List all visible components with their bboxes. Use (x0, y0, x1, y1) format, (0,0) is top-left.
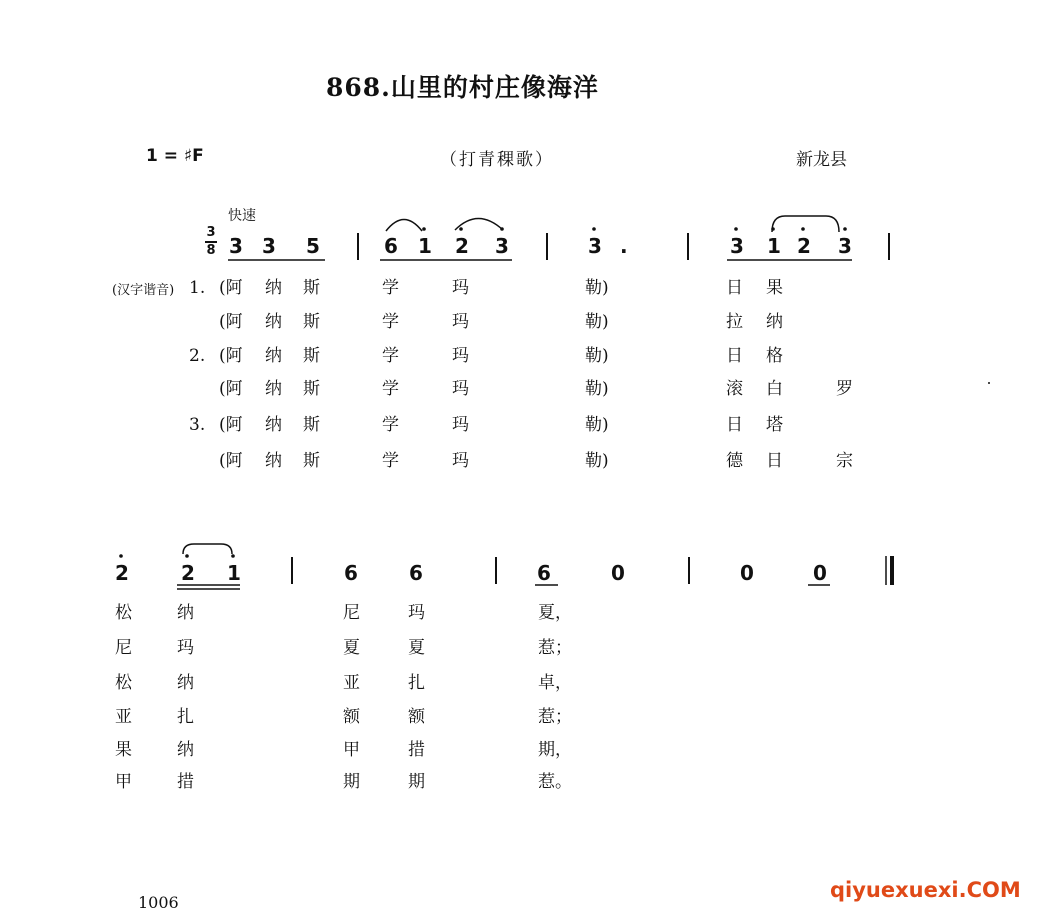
jianpu-note: 1 (418, 234, 432, 258)
lyric-syllable: 夏， (538, 603, 572, 623)
page-number: 1006 (138, 893, 179, 912)
lyric-syllable: 纳 (265, 379, 282, 399)
jianpu-note: 6 (537, 561, 551, 585)
lyric-syllable: 学 (382, 346, 399, 366)
lyric-syllable: 纳 (177, 673, 194, 693)
octave-dot (771, 227, 775, 231)
lyric-syllable: (阿 (219, 451, 243, 471)
lyric-syllable: 学 (382, 415, 399, 435)
lyric-syllable: 斯 (303, 415, 320, 435)
lyric-syllable: 额 (343, 707, 360, 727)
lyric-syllable: 玛 (452, 312, 469, 332)
lyric-syllable: 措 (408, 740, 425, 760)
jianpu-note: 2 (115, 561, 129, 585)
lyric-syllable: 德 (726, 451, 743, 471)
lyric-syllable: (阿 (219, 312, 243, 332)
jianpu-note: 0 (813, 561, 827, 585)
lyric-syllable: 日 (726, 415, 743, 435)
lyric-syllable: 纳 (265, 415, 282, 435)
lyric-syllable: 期， (538, 740, 572, 760)
verse-number: 1. (189, 278, 206, 298)
lyric-syllable: 玛 (452, 346, 469, 366)
jianpu-note: 3 (588, 234, 602, 258)
lyric-syllable: 夏 (408, 638, 425, 658)
jianpu-note: 3 (262, 234, 276, 258)
octave-dot (734, 227, 738, 231)
lyric-syllable: 日 (766, 451, 783, 471)
watermark: qiyuexuexi.COM (830, 878, 1021, 902)
lyric-syllable: 纳 (177, 740, 194, 760)
octave-dot (801, 227, 805, 231)
jianpu-note: 2 (797, 234, 811, 258)
jianpu-note: 2 (181, 561, 195, 585)
lyric-syllable: (阿 (219, 379, 243, 399)
verse-number: 2. (189, 346, 206, 366)
lyric-syllable: 日 (726, 278, 743, 298)
octave-dot (185, 554, 189, 558)
octave-dot (500, 227, 504, 231)
lyric-syllable: 纳 (766, 312, 783, 332)
octave-dot (843, 227, 847, 231)
jianpu-note: 3 (730, 234, 744, 258)
stray-mark (988, 382, 990, 384)
lyric-syllable: 甲 (115, 772, 132, 792)
lyric-syllable: 尼 (115, 638, 132, 658)
lyric-syllable: 夏 (343, 638, 360, 658)
lyric-syllable: 日 (726, 346, 743, 366)
time-signature-bottom: 8 (206, 243, 216, 258)
lyric-syllable: 白 (766, 379, 783, 399)
lyric-syllable: 宗 (836, 451, 853, 471)
jianpu-note: . (620, 234, 628, 258)
lyric-syllable: 玛 (452, 278, 469, 298)
lyric-syllable: 勒) (585, 278, 609, 298)
lyric-syllable: 扎 (408, 673, 425, 693)
lyric-syllable: 斯 (303, 346, 320, 366)
lyric-syllable: 甲 (343, 740, 360, 760)
lyric-syllable: 玛 (177, 638, 194, 658)
lyric-syllable: 勒) (585, 451, 609, 471)
lyric-syllable: 扎 (177, 707, 194, 727)
notation-label: (汉字谐音) (112, 283, 175, 298)
jianpu-note: 3 (495, 234, 509, 258)
lyric-syllable: 斯 (303, 379, 320, 399)
lyric-syllable: 果 (766, 278, 783, 298)
song-genre: （打青稞歌） (440, 150, 554, 170)
jianpu-note: 0 (611, 561, 625, 585)
lyric-syllable: 惹； (538, 638, 572, 658)
lyric-syllable: 惹； (538, 707, 572, 727)
slur (183, 544, 232, 554)
verse-number: 3. (189, 415, 206, 435)
lyric-syllable: 学 (382, 379, 399, 399)
jianpu-note: 3 (838, 234, 852, 258)
lyric-syllable: 松 (115, 603, 132, 623)
jianpu-note: 2 (455, 234, 469, 258)
lyric-syllable: 惹。 (538, 772, 572, 792)
lyric-syllable: (阿 (219, 346, 243, 366)
tempo-marking: 快速 (228, 208, 256, 224)
lyric-syllable: 松 (115, 673, 132, 693)
lyric-syllable: 格 (766, 346, 783, 366)
lyric-syllable: 玛 (452, 451, 469, 471)
key-signature: 1 = ♯F (146, 146, 204, 166)
lyric-syllable: 卓， (538, 673, 572, 693)
lyric-syllable: 措 (177, 772, 194, 792)
lyric-syllable: 罗 (836, 379, 853, 399)
lyric-syllable: 纳 (265, 346, 282, 366)
octave-dot (119, 554, 123, 558)
lyric-syllable: 勒) (585, 415, 609, 435)
lyric-syllable: 纳 (265, 278, 282, 298)
song-region: 新龙县 (796, 150, 847, 170)
lyric-syllable: 勒) (585, 312, 609, 332)
octave-dot (231, 554, 235, 558)
lyric-syllable: 斯 (303, 312, 320, 332)
lyric-syllable: 玛 (408, 603, 425, 623)
jianpu-note: 5 (306, 234, 320, 258)
octave-dot (459, 227, 463, 231)
song-title: 868.山里的村庄像海洋 (326, 73, 599, 102)
lyric-syllable: 学 (382, 312, 399, 332)
lyric-syllable: 期 (343, 772, 360, 792)
lyric-syllable: 亚 (115, 707, 132, 727)
octave-dot (422, 227, 426, 231)
jianpu-note: 1 (227, 561, 241, 585)
jianpu-note: 6 (409, 561, 423, 585)
lyric-syllable: 塔 (766, 415, 783, 435)
lyric-syllable: 额 (408, 707, 425, 727)
lyric-syllable: 尼 (343, 603, 360, 623)
lyric-syllable: 斯 (303, 451, 320, 471)
jianpu-note: 1 (767, 234, 781, 258)
slur (772, 216, 839, 232)
jianpu-note: 3 (229, 234, 243, 258)
slur (386, 220, 422, 232)
lyric-syllable: 纳 (177, 603, 194, 623)
lyric-syllable: 学 (382, 451, 399, 471)
jianpu-note: 0 (740, 561, 754, 585)
jianpu-note: 6 (344, 561, 358, 585)
lyric-syllable: 果 (115, 740, 132, 760)
lyric-syllable: 玛 (452, 379, 469, 399)
octave-dot (592, 227, 596, 231)
lyric-syllable: 纳 (265, 312, 282, 332)
lyric-syllable: 勒) (585, 346, 609, 366)
lyric-syllable: (阿 (219, 278, 243, 298)
lyric-syllable: 拉 (726, 312, 743, 332)
lyric-syllable: 斯 (303, 278, 320, 298)
lyric-syllable: 亚 (343, 673, 360, 693)
lyric-syllable: 勒) (585, 379, 609, 399)
lyric-syllable: 滚 (726, 379, 743, 399)
lyric-syllable: 期 (408, 772, 425, 792)
time-signature-top: 3 (206, 225, 216, 240)
lyric-syllable: 学 (382, 278, 399, 298)
lyric-syllable: 玛 (452, 415, 469, 435)
lyric-syllable: (阿 (219, 415, 243, 435)
lyric-syllable: 纳 (265, 451, 282, 471)
jianpu-note: 6 (384, 234, 398, 258)
